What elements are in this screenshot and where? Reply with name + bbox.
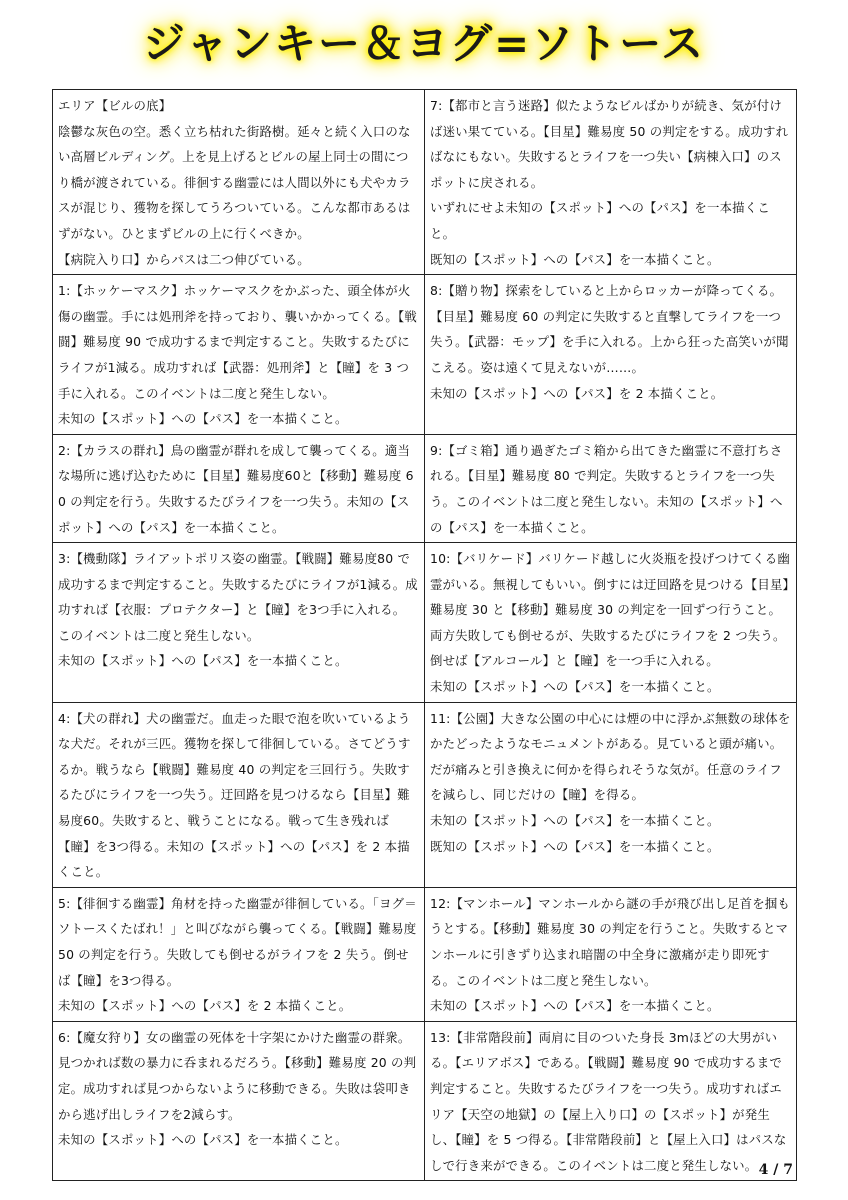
cell-paragraph: 未知の【スポット】への【パス】を一本描くこと。 (58, 653, 348, 669)
cell-paragraph: 5:【徘徊する幽霊】角材を持った幽霊が徘徊している。「ヨグ＝ソトースくたばれ！」と叫びながら襲ってくる。【戦闘】難易度 50 の判定を行う。失敗しても倒せるがライフを 2 失う。倒せば【瞳】を3つ得る。 (58, 895, 417, 988)
cell-paragraph: 1:【ホッケーマスク】ホッケーマスクをかぶった、頭全体が火傷の幽霊。手には処刑斧を持っており、襲いかかってくる。【戦闘】難易度 90 で成功するまで判定すること。失敗するたびにライフが1減る。成功すれば【武器：処刑斧】と【瞳】を 3 つ手に入れる。このイベントは二度と発生しない。 (58, 283, 417, 401)
cell-paragraph: 11:【公園】大きな公園の中心には煙の中に浮かぶ無数の球体をかたどったようなモニュメントがある。見ていると頭が痛い。だが痛みと引き換えに何かを得られそうな気が。任意のライフを減らし、同じだけの【瞳】を得る。 (430, 710, 791, 803)
cell-paragraph: 7:【都市と言う迷路】似たようなビルばかりが続き、気が付けば迷い果てている。【目星】難易度 50 の判定をする。成功すればなにもない。失敗するとライフを一つ失い【病棟入口】のスポットに戻される。 (430, 98, 789, 190)
page-number: 4 / 7 (758, 1162, 793, 1178)
event-cell-2 (53, 434, 425, 542)
table-row (53, 1021, 797, 1181)
cell-paragraph: 未知の【スポット】への【パス】を一本描くこと。 (58, 1132, 348, 1148)
cell-paragraph: 既知の【スポット】への【パス】を一本描くこと。 (430, 838, 720, 854)
cell-paragraph: 未知の【スポット】への【パス】を一本描くこと。 (430, 998, 720, 1014)
table-row (53, 887, 797, 1021)
cell-paragraph: 9:【ゴミ箱】通り過ぎたゴミ箱から出てきた幽霊に不意打ちされる。【目星】難易度 80 で判定。失敗するとライフを一つ失う。このイベントは二度と発生しない。未知の【スポット】への【パス】を一本描くこと。 (430, 442, 783, 535)
cell-paragraph: 3:【機動隊】ライアットポリス姿の幽霊。【戦闘】難易度80 で成功するまで判定すること。失敗するたびにライフが1減る。成功すれば【衣服：プロテクター】と【瞳】を3つ手に入れる。 (58, 551, 418, 618)
cell-paragraph: このイベントは二度と発生しない。 (58, 627, 260, 643)
cell-paragraph: 既知の【スポット】への【パス】を一本描くこと。 (430, 251, 720, 267)
table-row (53, 543, 797, 703)
cell-paragraph: 4:【犬の群れ】犬の幽霊だ。血走った眼で泡を吹いているような犬だ。それが三匹。獲物を探して徘徊している。さてどうするか。戦うなら【戦闘】難易度 40 の判定を三回行う。失敗するたびにライフを一つ失う。迂回路を見つけるなら【目星】難易度60。失敗すると、戦うことになる。戦って生き残れば【瞳】を3つ得る。未知の【スポット】への【パス】を 2 本描くこと。 (58, 710, 411, 880)
cell-paragraph: 8:【贈り物】探索をしていると上からロッカーが降ってくる。【目星】難易度 60 の判定に失敗すると直撃してライフを一つ失う。【武器：モップ】を手に入れる。上から狂った高笑いが聞こえる。姿は遠くて見えないが……。 (430, 283, 789, 375)
event-cell-8 (425, 275, 797, 435)
table-row (53, 90, 797, 275)
cell-paragraph: 13:【非常階段前】両肩に目のついた身長 3mほどの大男がいる。【エリアボス】である。【戦闘】難易度 90 で成功するまで判定すること。失敗するたびライフを一つ失う。成功すればエリア【天空の地獄】の【屋上入り口】の【スポット】が発生し、【瞳】を 5 つ得る。【非常階段前】と【屋上入口】はパスなしで行き来ができる。このイベントは二度と発生しない。 (430, 1029, 787, 1173)
cell-paragraph: 未知の【スポット】への【パス】を 2 本描くこと。 (430, 385, 724, 401)
cell-paragraph: 6:【魔女狩り】女の幽霊の死体を十字架にかけた幽霊の群衆。見つかれば数の暴力に呑まれるだろう。【移動】難易度 20 の判定。成功すれば見つからないように移動できる。失敗は袋叩きから逃げ出しライフを2減らす。 (58, 1029, 417, 1122)
cell-paragraph: 12:【マンホール】マンホールから謎の手が飛び出し足首を掴もうとする。【移動】難易度 30 の判定を行うこと。失敗するとマンホールに引きずり込まれ暗闇の中全身に激痛が走り即死する。このイベントは二度と発生しない。 (430, 895, 790, 988)
event-cell-1 (53, 275, 425, 435)
cell-paragraph: エリア【ビルの底】 (58, 98, 172, 113)
cell-paragraph: 陰鬱な灰色の空。悉く立ち枯れた街路樹。延々と続く入口のない高層ビルディング。上を見上げるとビルの屋上同士の間につり橋が渡されている。徘徊する幽霊には人間以外にも犬やカラスが混じり、獲物を探してうろついている。こんな都市あるはずがない。ひとまずビルの上に行くべきか。 (58, 123, 411, 241)
cell-paragraph: 2:【カラスの群れ】鳥の幽霊が群れを成して襲ってくる。適当な場所に逃げ込むために【目星】難易度60と【移動】難易度 60 の判定を行う。失敗するたびライフを一つ失う。未知の【スポット】への【パス】を一本描くこと。 (58, 442, 414, 535)
cell-paragraph: 未知の【スポット】への【パス】を一本描くこと。 (430, 679, 720, 695)
event-cell-11 (425, 702, 797, 887)
cell-paragraph: いずれにせよ未知の【スポット】への【パス】を一本描くこと。 (430, 200, 770, 241)
cell-paragraph: 未知の【スポット】への【パス】を 2 本描くこと。 (58, 998, 352, 1014)
page-title: ジャンキー＆ヨグ=ソトース (142, 19, 706, 68)
table-row (53, 275, 797, 435)
event-cell-7 (425, 90, 797, 275)
table-row (53, 434, 797, 542)
event-table (52, 89, 797, 1181)
cell-paragraph: 10:【バリケード】バリケード越しに火炎瓶を投げつけてくる幽霊がいる。無視してもいい。倒すには迂回路を見つける【目星】難易度 30 と【移動】難易度 30 の判定を一回ずつ行うこと。両方失敗しても倒せるが、失敗するたびにライフを 2 つ失う。倒せば【アルコール】と【瞳】を一つ手に入れる。 (430, 551, 790, 669)
event-cell-13 (425, 1021, 797, 1181)
area-description-cell (53, 90, 425, 275)
cell-paragraph: 未知の【スポット】への【パス】を一本描くこと。 (430, 813, 720, 829)
event-cell-4 (53, 702, 425, 887)
event-cell-6 (53, 1021, 425, 1181)
cell-paragraph: 【病院入り口】からパスは二つ伸びている。 (58, 251, 310, 267)
event-cell-5 (53, 887, 425, 1021)
event-cell-12 (425, 887, 797, 1021)
event-cell-9 (425, 434, 797, 542)
event-cell-3 (53, 543, 425, 703)
cell-paragraph: 未知の【スポット】への【パス】を一本描くこと。 (58, 411, 348, 427)
event-cell-10 (425, 543, 797, 703)
table-row (53, 702, 797, 887)
